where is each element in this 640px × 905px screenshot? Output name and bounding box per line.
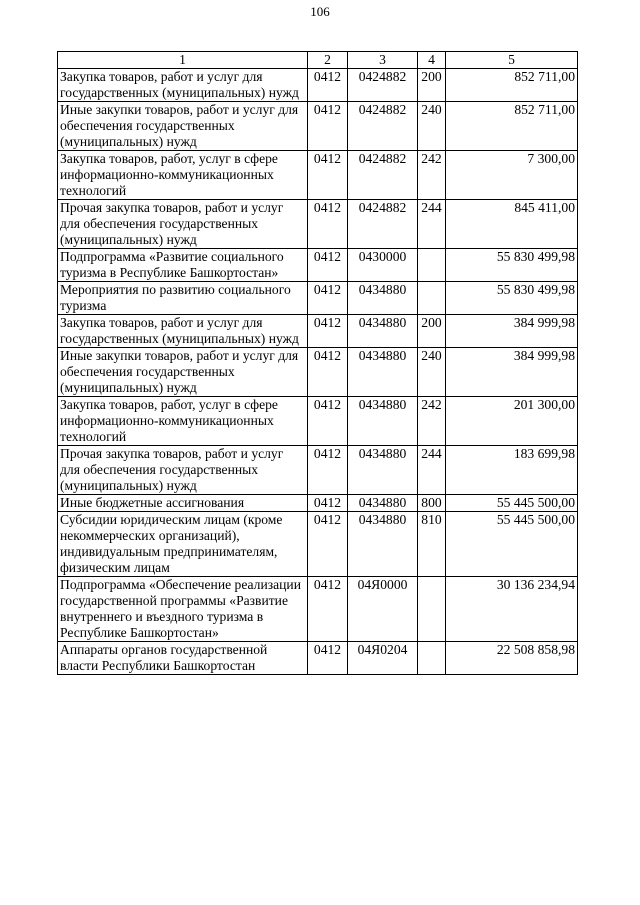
row-target-cell: 0424882 [348,102,418,151]
row-section-cell: 0412 [308,200,348,249]
row-type-cell: 200 [418,315,446,348]
row-amount-cell: 201 300,00 [446,397,578,446]
row-target-cell: 0424882 [348,69,418,102]
row-target-cell: 0434880 [348,512,418,577]
row-target-cell: 0434880 [348,348,418,397]
row-section-cell: 0412 [308,102,348,151]
row-name-cell: Субсидии юридическим лицам (кроме некоммерческих организаций), индивидуальным предпринимателям, физическим лицам [58,512,308,577]
header-col-4: 4 [418,52,446,69]
row-section-cell: 0412 [308,69,348,102]
row-amount-cell: 852 711,00 [446,102,578,151]
row-section-cell: 0412 [308,512,348,577]
table-row [58,348,578,397]
row-type-cell: 244 [418,446,446,495]
row-section-cell: 0412 [308,577,348,642]
header-col-5: 5 [446,52,578,69]
row-amount-cell: 22 508 858,98 [446,642,578,675]
row-amount-cell: 55 830 499,98 [446,282,578,315]
row-target-cell: 04Я0204 [348,642,418,675]
table-row [58,69,578,102]
row-name-cell: Подпрограмма «Развитие социального туризма в Республике Башкортостан» [58,249,308,282]
row-section-cell: 0412 [308,249,348,282]
row-type-cell: 242 [418,151,446,200]
page-number: 106 [310,4,330,19]
row-type-cell: 810 [418,512,446,577]
row-type-cell: 244 [418,200,446,249]
row-type-cell: 240 [418,102,446,151]
row-name-cell: Иные закупки товаров, работ и услуг для обеспечения государственных (муниципальных) нужд [58,348,308,397]
row-amount-cell: 30 136 234,94 [446,577,578,642]
row-section-cell: 0412 [308,642,348,675]
row-target-cell: 0434880 [348,397,418,446]
row-type-cell [418,577,446,642]
row-amount-cell: 55 445 500,00 [446,512,578,577]
row-target-cell: 04Я0000 [348,577,418,642]
row-name-cell: Иные бюджетные ассигнования [58,495,308,512]
table-row [58,200,578,249]
row-target-cell: 0430000 [348,249,418,282]
row-type-cell: 200 [418,69,446,102]
row-target-cell: 0434880 [348,282,418,315]
row-section-cell: 0412 [308,495,348,512]
table-row [58,102,578,151]
row-amount-cell: 852 711,00 [446,69,578,102]
row-amount-cell: 7 300,00 [446,151,578,200]
row-name-cell: Аппараты органов государственной власти Республики Башкортостан [58,642,308,675]
row-name-cell: Прочая закупка товаров, работ и услуг для обеспечения государственных (муниципальных) нужд [58,200,308,249]
header-col-1: 1 [58,52,308,69]
row-name-cell: Закупка товаров, работ и услуг для государственных (муниципальных) нужд [58,69,308,102]
row-section-cell: 0412 [308,397,348,446]
row-target-cell: 0434880 [348,495,418,512]
table-row [58,495,578,512]
row-amount-cell: 384 999,98 [446,348,578,397]
header-row [58,52,578,69]
row-target-cell: 0434880 [348,315,418,348]
row-target-cell: 0424882 [348,200,418,249]
row-type-cell: 800 [418,495,446,512]
row-section-cell: 0412 [308,151,348,200]
row-amount-cell: 845 411,00 [446,200,578,249]
table-row [58,282,578,315]
row-name-cell: Прочая закупка товаров, работ и услуг для обеспечения государственных (муниципальных) нужд [58,446,308,495]
row-amount-cell: 55 830 499,98 [446,249,578,282]
row-target-cell: 0434880 [348,446,418,495]
row-name-cell: Подпрограмма «Обеспечение реализации государственной программы «Развитие внутреннего и въездного туризма в Республике Башкортостан» [58,577,308,642]
header-col-3: 3 [348,52,418,69]
table-row [58,151,578,200]
row-target-cell: 0424882 [348,151,418,200]
table-row [58,446,578,495]
table-row [58,315,578,348]
row-name-cell: Закупка товаров, работ, услуг в сфере информационно-коммуникационных технологий [58,397,308,446]
row-section-cell: 0412 [308,315,348,348]
row-name-cell: Закупка товаров, работ и услуг для государственных (муниципальных) нужд [58,315,308,348]
row-section-cell: 0412 [308,446,348,495]
table-row [58,249,578,282]
row-amount-cell: 384 999,98 [446,315,578,348]
row-type-cell [418,642,446,675]
budget-table [57,51,578,675]
row-type-cell [418,249,446,282]
row-type-cell [418,282,446,315]
header-col-2: 2 [308,52,348,69]
row-name-cell: Мероприятия по развитию социального туризма [58,282,308,315]
row-section-cell: 0412 [308,348,348,397]
row-amount-cell: 55 445 500,00 [446,495,578,512]
table-row [58,577,578,642]
row-name-cell: Закупка товаров, работ, услуг в сфере информационно-коммуникационных технологий [58,151,308,200]
row-type-cell: 242 [418,397,446,446]
table-row [58,512,578,577]
row-section-cell: 0412 [308,282,348,315]
row-amount-cell: 183 699,98 [446,446,578,495]
table-row [58,642,578,675]
row-name-cell: Иные закупки товаров, работ и услуг для обеспечения государственных (муниципальных) нужд [58,102,308,151]
table-row [58,397,578,446]
row-type-cell: 240 [418,348,446,397]
